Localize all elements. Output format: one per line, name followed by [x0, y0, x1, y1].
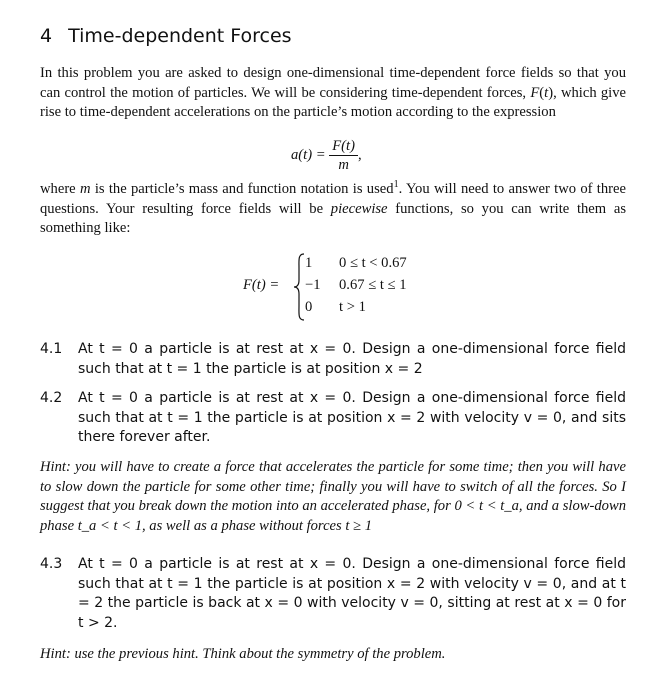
hint-1: Hint: you will have to create a force that accelerates the particle for some time; then you will have to slow down the particle for some other time; finally you will have to switch of all the forces. So I suggest that you break down the motion into an accelerated phase, for 0 < t < t_a, and a slow-down phase t_a < t < 1, as well as a phase without forces t ≥ 1: [40, 459, 626, 534]
intro-text-2c: . You will need to answer two of three questions. Your resulting force fields will be: [40, 181, 626, 217]
problem-4-3: [40, 555, 626, 633]
hint-2: Hint: use the previous hint. Think about the symmetry of the problem.: [40, 646, 446, 662]
piecewise-condition: t > 1: [339, 299, 366, 315]
intro-paragraph-1: [40, 64, 626, 123]
equation-lhs: a(t) =: [291, 146, 326, 163]
piecewise-value: −1: [305, 277, 321, 293]
inline-math-m: m: [79, 181, 91, 197]
intro-text-1b: , which give rise to time-dependent accelerations on the particle’s motion according to the expression: [40, 84, 626, 121]
problem-text: At t = 0 a particle is at rest at x = 0. Design a one-dimensional force field such that at t = 1 the particle is at position x = 2 with velocity v = 0, and at t = 2 the particle is back at x = 0 with velocity v = 0, sitting at rest at x = 0 for t > 2.: [78, 556, 626, 631]
intro-text-2d: functions, so you can write them as something like:: [40, 200, 627, 237]
problem-text: At t = 0 a particle is at rest at x = 0. Design a one-dimensional force field such that at t = 1 the particle is at position x = 2: [78, 341, 626, 377]
section-title: Time-dependent Forces: [68, 25, 292, 47]
equation-denominator: m: [338, 157, 349, 173]
problem-number: 4.3: [40, 556, 63, 572]
equation-numerator: F(t): [329, 137, 358, 156]
equation-fraction: [329, 137, 358, 174]
acceleration-equation: [291, 137, 362, 174]
piecewise-value: 1: [305, 255, 313, 271]
intro-emphasis: piecewise: [330, 200, 388, 217]
left-brace-icon: [293, 252, 305, 322]
intro-text-2a: where: [40, 181, 76, 197]
section-number: 4: [40, 25, 53, 47]
intro-text-1a: In this problem you are asked to design one-dimensional time-dependent force fields so that you can control the motion of particles. We will be considering time-dependent forces,: [40, 65, 626, 101]
intro-text-2b: is the particle’s mass and function notation is used: [94, 181, 394, 197]
piecewise-condition: 0 ≤ t < 0.67: [339, 255, 407, 271]
intro-paragraph-2: [40, 180, 626, 239]
footnote-mark: 1: [393, 179, 399, 191]
problem-4-1: [40, 340, 626, 379]
problem-number: 4.1: [40, 341, 63, 357]
inline-math-Ft: F(t): [530, 84, 554, 101]
equation-trail: ,: [357, 146, 362, 163]
problem-4-2: [40, 389, 626, 448]
problem-text: At t = 0 a particle is at rest at x = 0. Design a one-dimensional force field such that at t = 1 the particle is at position x = 2 with velocity v = 0, and sits there forever after.: [78, 390, 626, 445]
piecewise-lhs: F(t) =: [243, 277, 280, 293]
piecewise-condition: 0.67 ≤ t ≤ 1: [339, 277, 407, 293]
problem-number: 4.2: [40, 390, 63, 406]
piecewise-value: 0: [305, 299, 313, 315]
section-heading: [40, 25, 292, 47]
